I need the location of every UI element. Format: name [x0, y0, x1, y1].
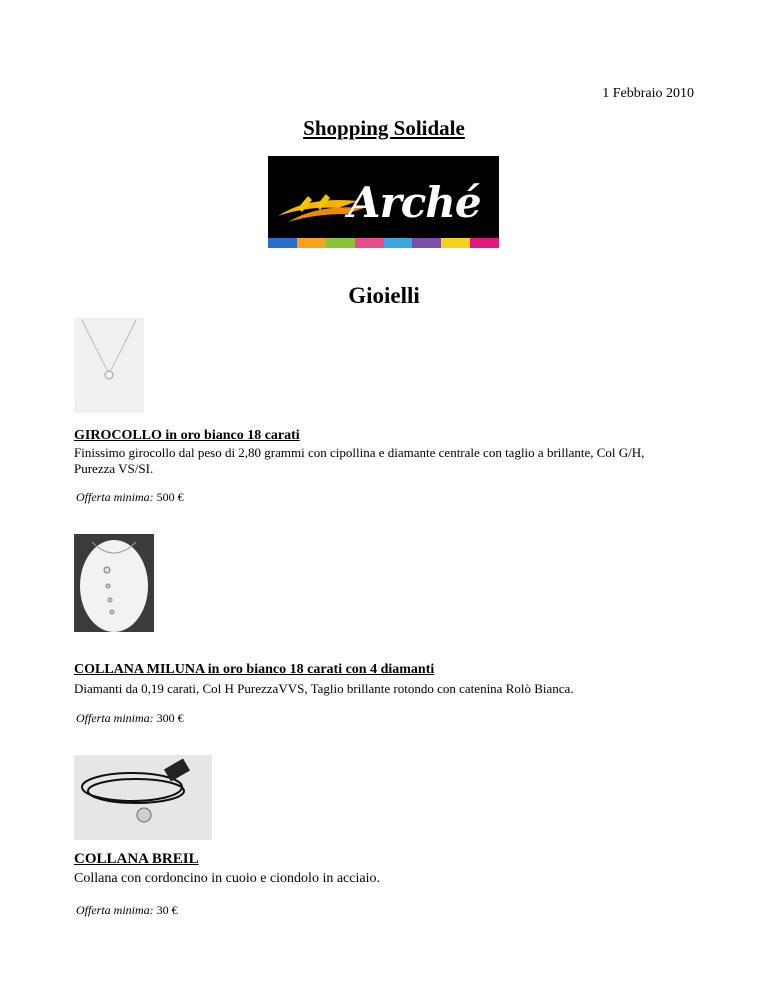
strip-segment	[355, 238, 384, 248]
product-image-girocollo	[74, 318, 144, 413]
product-offer	[76, 903, 178, 918]
strip-segment	[268, 238, 297, 248]
product-name: COLLANA BREIL	[74, 851, 199, 867]
product-description: Collana con cordoncino in cuoio e ciondolo in acciaio.	[74, 871, 380, 886]
necklace-image	[74, 318, 144, 413]
product-description: Diamanti da 0,19 carati, Col H PurezzaVVS, Taglio brillante rotondo con catenina Rolò Bianca.	[74, 681, 574, 696]
section-title: Gioielli	[348, 283, 420, 308]
product-offer	[76, 490, 184, 505]
offer-label: Offerta minima:	[76, 711, 154, 725]
offer-value: 500 €	[156, 490, 184, 504]
logo-wordmark: Arché	[348, 178, 481, 227]
offer-label: Offerta minima:	[76, 490, 154, 504]
arche-logo	[268, 156, 499, 248]
page-title: Shopping Solidale	[303, 116, 465, 140]
product-offer	[76, 711, 184, 726]
offer-value: 300 €	[156, 711, 184, 725]
offer-value: 30 €	[156, 903, 178, 917]
strip-segment	[412, 238, 441, 248]
strip-segment	[297, 238, 326, 248]
strip-segment	[384, 238, 413, 248]
document-date: 1 Febbraio 2010	[602, 86, 694, 101]
product-name: GIROCOLLO in oro bianco 18 carati	[74, 428, 300, 443]
strip-segment	[326, 238, 355, 248]
product-image-miluna	[74, 534, 154, 632]
strip-segment	[470, 238, 499, 248]
product-name: COLLANA MILUNA in oro bianco 18 carati con 4 diamanti	[74, 662, 435, 677]
product-image-breil	[74, 755, 212, 840]
offer-label: Offerta minima:	[76, 903, 154, 917]
logo-color-strip	[268, 238, 499, 248]
strip-segment	[441, 238, 470, 248]
necklace-box-image	[74, 534, 154, 632]
product-description: Finissimo girocollo dal peso di 2,80 grammi con cipollina e diamante centrale con taglio a brillante, Col G/H, Purezza VS/SI.	[74, 445, 645, 476]
cord-necklace-image	[74, 755, 212, 840]
